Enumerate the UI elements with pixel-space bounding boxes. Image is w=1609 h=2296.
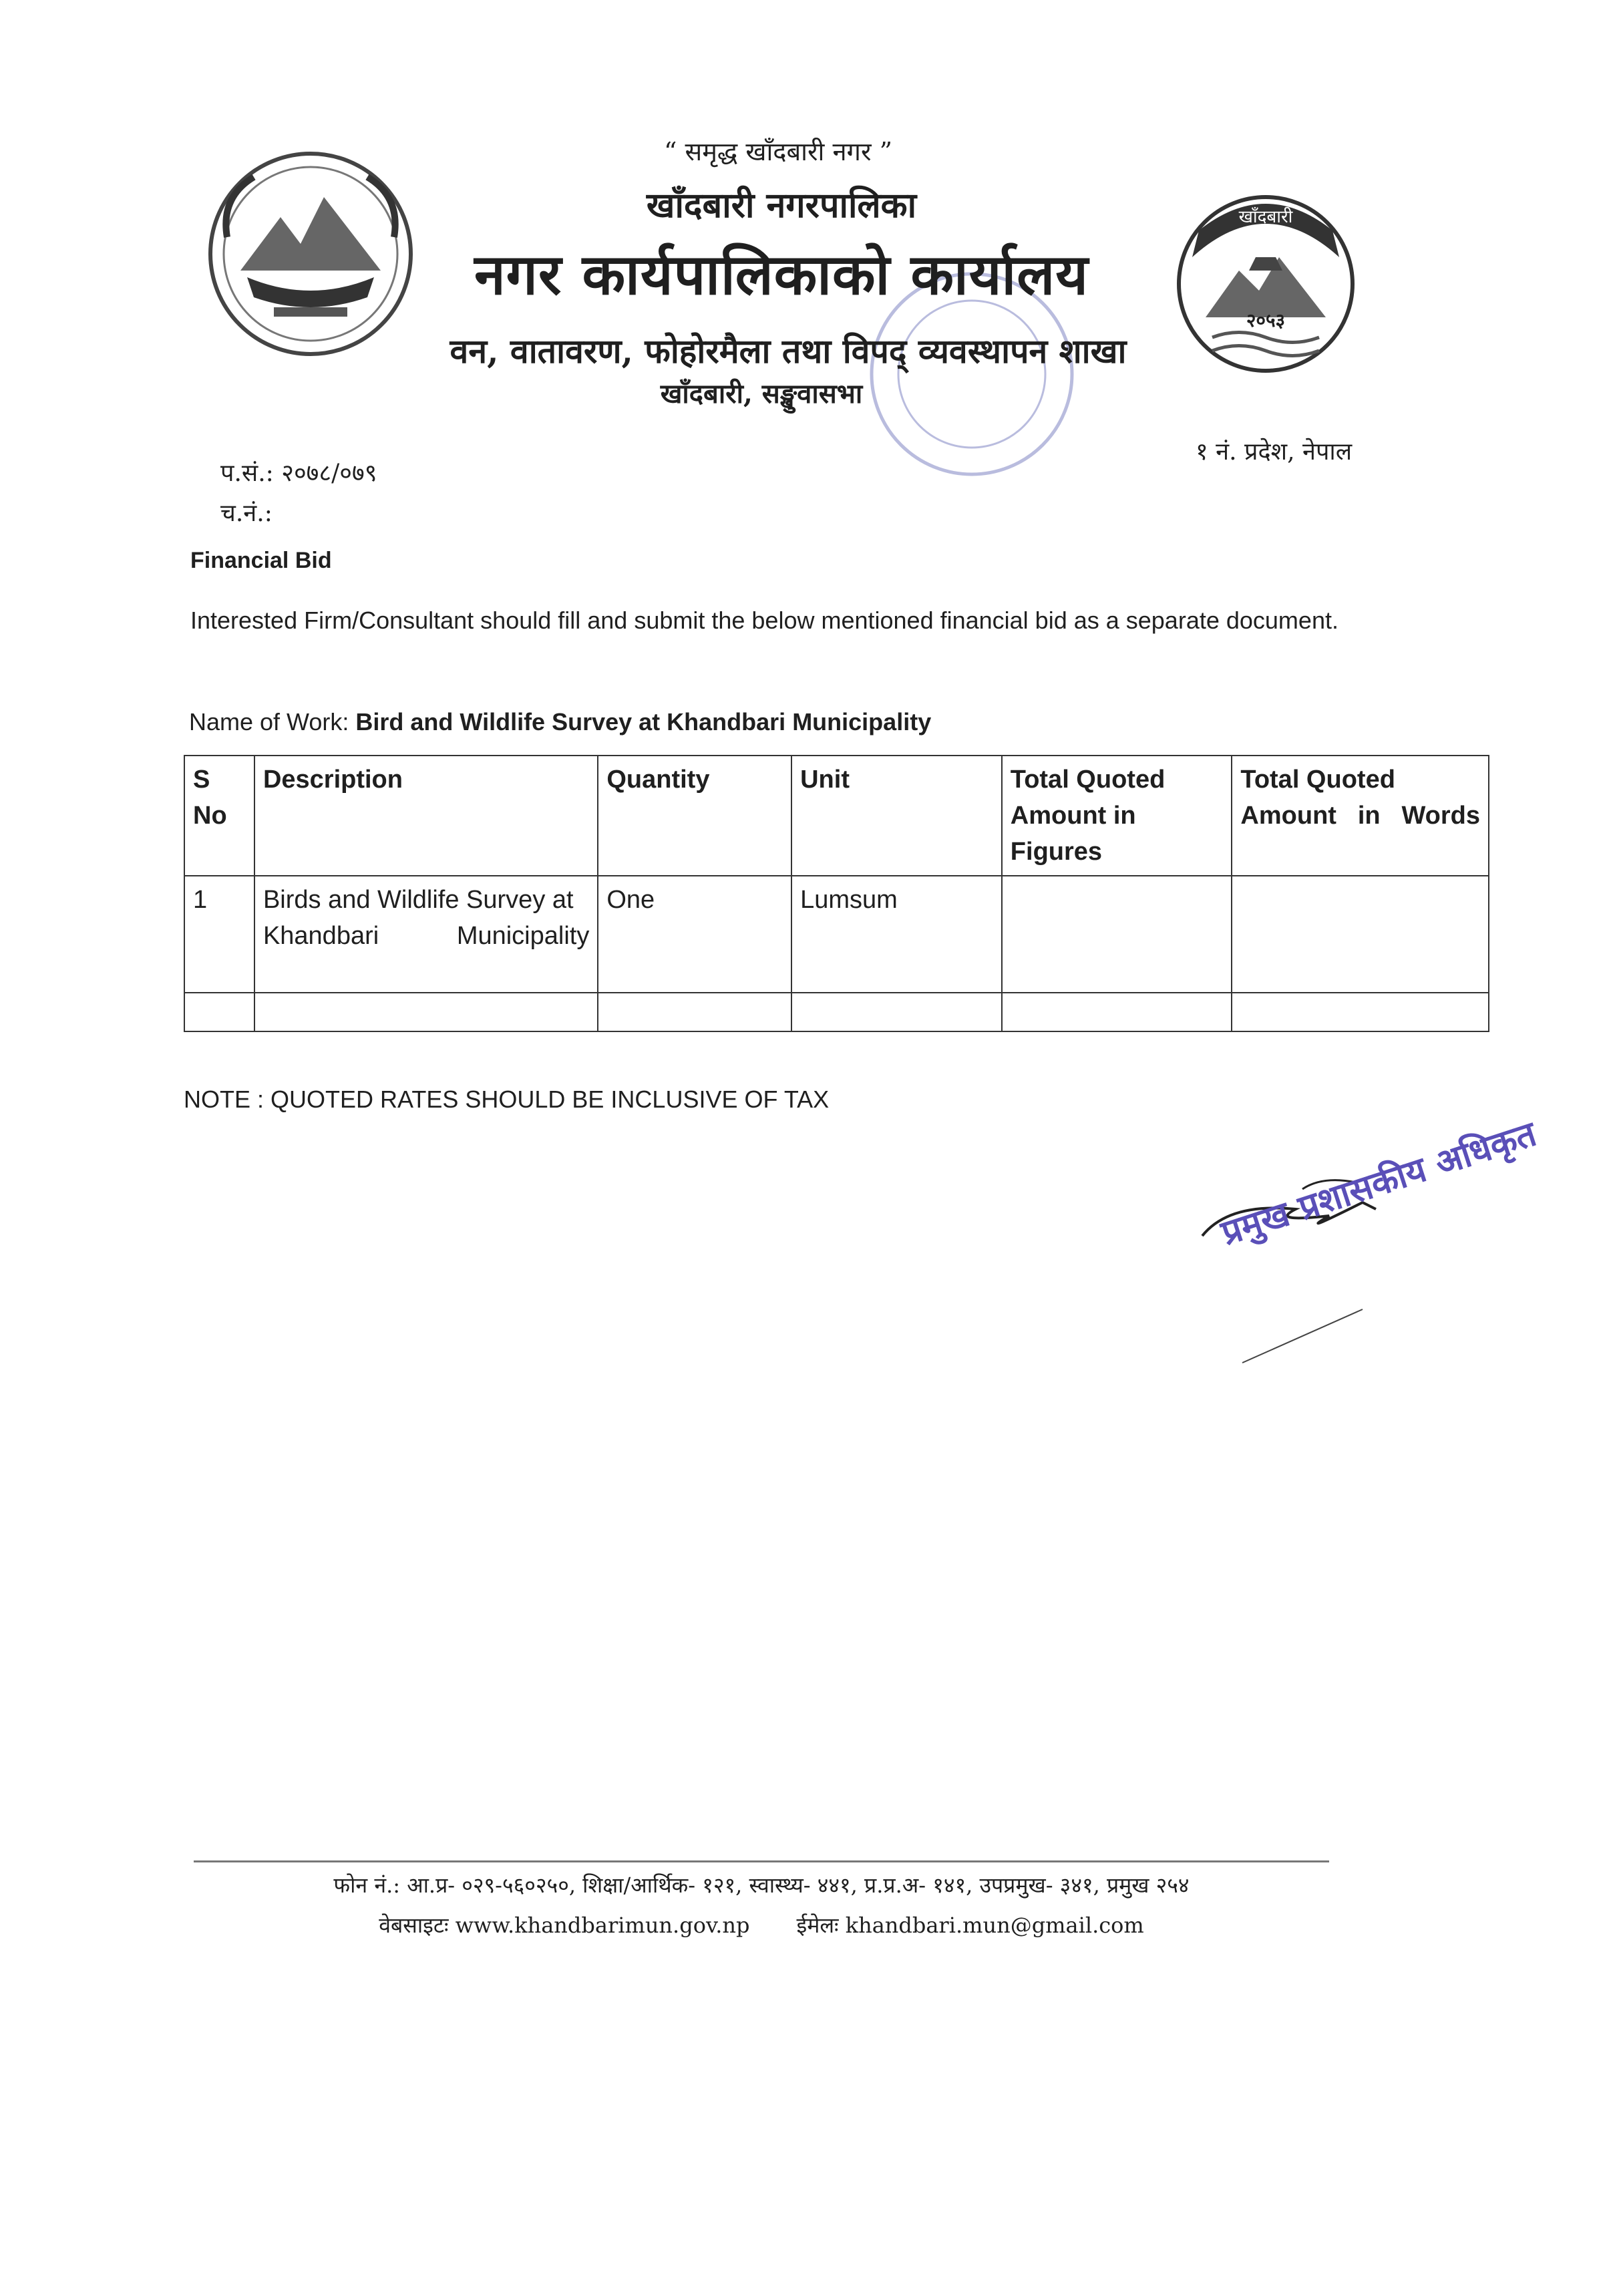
municipality-name: खाँदबारी नगरपालिका	[646, 185, 917, 226]
cell-description: Birds and Wildlife Survey at Khandbari Municipality	[254, 876, 598, 993]
cell-amount-words	[1232, 876, 1489, 993]
slogan: “ समृद्ध खाँदबारी नगर ”	[664, 137, 892, 166]
cell-quantity: One	[598, 876, 791, 993]
footer-divider	[194, 1860, 1329, 1862]
cell-amount-figures	[1002, 876, 1232, 993]
work-line	[189, 708, 931, 736]
cell-empty	[598, 993, 791, 1031]
header-amount-figures: Total Quoted Amount in Figures	[1002, 756, 1232, 876]
table-header-row	[184, 756, 1489, 876]
header-unit: Unit	[791, 756, 1002, 876]
header-description: Description	[254, 756, 598, 876]
header-amount-words: Total Quoted Amount in Words	[1232, 756, 1489, 876]
section-title: Financial Bid	[190, 548, 332, 573]
office-name: नगर कार्यपालिकाको कार्यालय	[474, 241, 1089, 307]
table-row	[184, 876, 1489, 993]
work-label: Name of Work:	[189, 708, 356, 735]
cell-empty	[254, 993, 598, 1031]
office-address: खाँदबारी, सङ्खुवासभा	[660, 378, 863, 409]
logo-text: खाँदबारी नगरपालिका	[1228, 207, 1304, 251]
cell-sno: 1	[184, 876, 254, 993]
branch-name: वन, वातावरण, फोहोरमैला तथा विपद् व्यवस्थापन शाखा	[450, 331, 1127, 371]
cell-empty	[791, 993, 1002, 1031]
header-quantity: Quantity	[598, 756, 791, 876]
cell-empty	[1002, 993, 1232, 1031]
financial-bid-table	[184, 755, 1489, 1032]
footer-email: ईमेलः khandbari.mun@gmail.com	[796, 1913, 1144, 1938]
logo-year: २०५३	[1246, 309, 1286, 331]
cell-unit: Lumsum	[791, 876, 1002, 993]
intro-paragraph: Interested Firm/Consultant should fill and submit the below mentioned financial bid as a separate document.	[190, 607, 1338, 634]
work-name: Bird and Wildlife Survey at Khandbari Municipality	[355, 708, 932, 735]
reference-number: प.सं.: २०७८/०७९	[220, 460, 377, 487]
tax-note: NOTE : QUOTED RATES SHOULD BE INCLUSIVE OF TAX	[184, 1086, 830, 1113]
header-sno: S No	[184, 756, 254, 876]
table-row	[184, 993, 1489, 1031]
footer-contact	[194, 1911, 1329, 1939]
signatory-title: प्रमुख प्रशासकीय अधिकृत	[1216, 1113, 1542, 1254]
cell-empty	[184, 993, 254, 1031]
province: १ नं. प्रदेश, नेपाल	[1196, 438, 1353, 466]
footer-website: वेबसाइटः www.khandbarimun.gov.np	[379, 1913, 750, 1938]
dispatch-number: च.नं.:	[220, 500, 273, 527]
cell-empty	[1232, 993, 1489, 1031]
footer-phone: फोन नं.: आ.प्र- ०२९-५६०२५०, शिक्षा/आर्थिक- १२१, स्वास्थ्य- ४४१, प्र.प्र.अ- १४१, उपप्रमुख- ३४१, प्रमुख २५४	[333, 1872, 1190, 1898]
